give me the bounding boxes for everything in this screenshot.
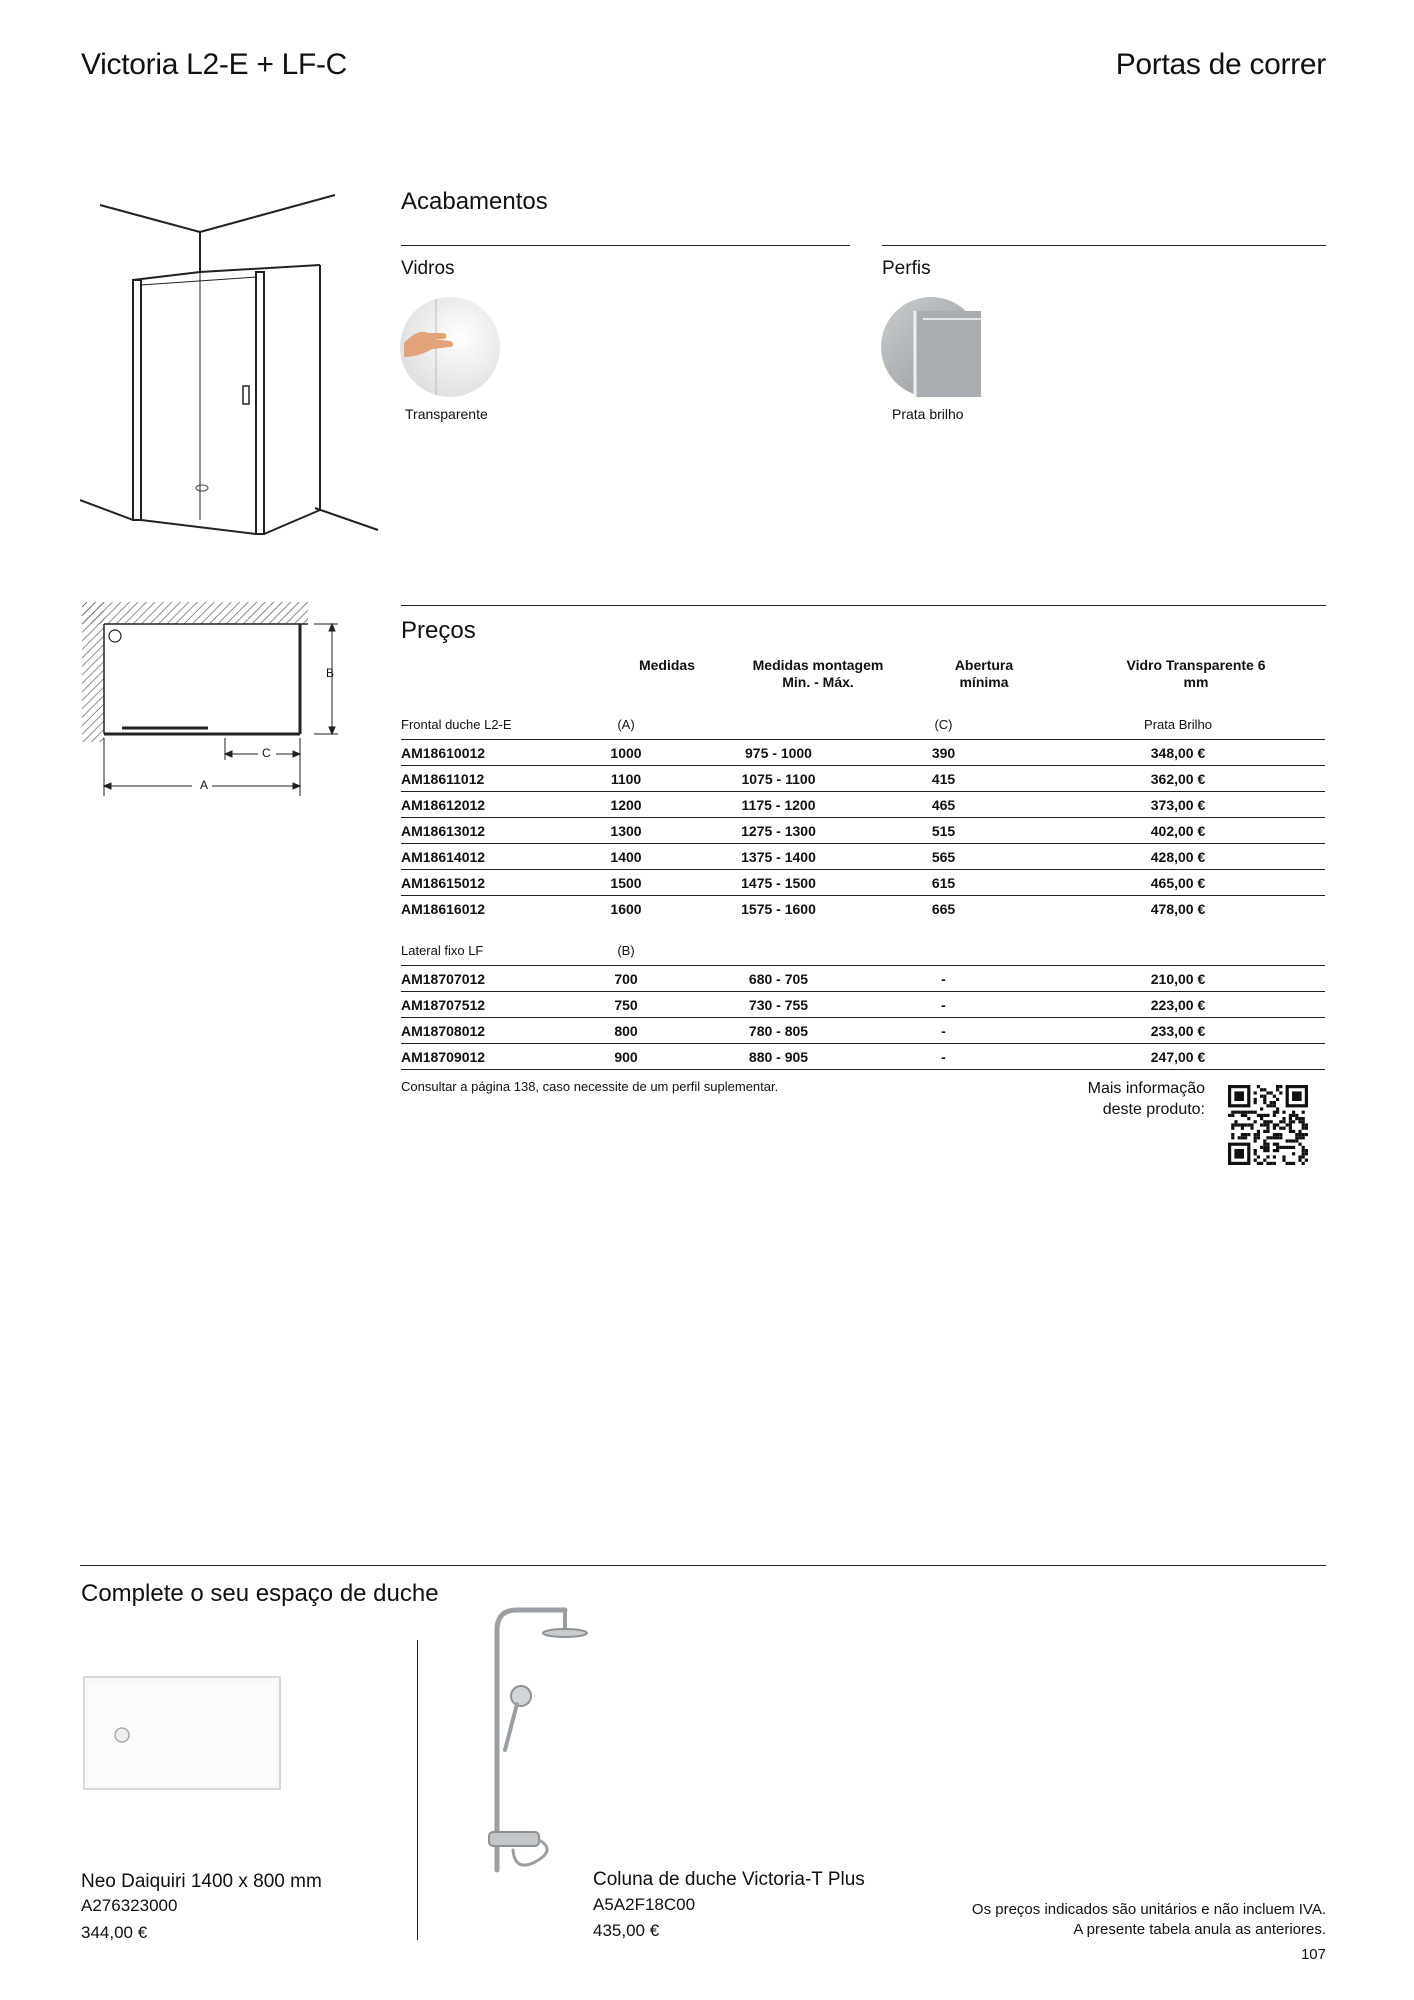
group-col-b: (B) xyxy=(617,942,635,958)
group-empty xyxy=(701,935,856,966)
more-info-line: deste produto: xyxy=(1102,1101,1205,1118)
min-opening: - xyxy=(856,1044,1031,1070)
divider xyxy=(882,245,1326,246)
table-row xyxy=(401,740,1325,766)
mount-range: 780 - 805 xyxy=(701,1018,856,1044)
shower-column-image xyxy=(465,1600,595,1890)
product-code: AM18709012 xyxy=(401,1044,551,1070)
mount-range: 1475 - 1500 xyxy=(701,870,856,896)
shower-tray-image xyxy=(82,1675,282,1793)
table-row xyxy=(401,818,1325,844)
group-empty xyxy=(856,935,1031,966)
size: 700 xyxy=(551,966,701,992)
supplementary-note: Consultar a página 138, caso necessite de um perfil suplementar. xyxy=(401,1079,779,1094)
price: 373,00 € xyxy=(1031,792,1325,818)
table-row xyxy=(401,1044,1325,1070)
group-label: Frontal duche L2-E xyxy=(401,716,512,732)
profiles-heading: Perfis xyxy=(882,258,931,279)
divider xyxy=(417,1640,418,1940)
enclosure-drawing xyxy=(80,190,390,540)
dim-label-a: A xyxy=(200,778,209,792)
price: 465,00 € xyxy=(1031,870,1325,896)
group-empty xyxy=(1031,935,1325,966)
column-price: 435,00 € xyxy=(593,1921,660,1940)
mount-range: 1275 - 1300 xyxy=(701,818,856,844)
size: 1100 xyxy=(551,766,701,792)
plan-diagram xyxy=(80,600,350,800)
product-code: AM18610012 xyxy=(401,740,551,766)
product-code: AM18611012 xyxy=(401,766,551,792)
table-row xyxy=(401,992,1325,1018)
table-row xyxy=(401,896,1325,922)
transparent-glass-swatch xyxy=(398,295,502,399)
mount-range: 1075 - 1100 xyxy=(701,766,856,792)
spacer xyxy=(856,921,1031,935)
finishes-title: Acabamentos xyxy=(401,188,548,215)
size: 750 xyxy=(551,992,701,1018)
table-row xyxy=(401,870,1325,896)
table-row xyxy=(401,792,1325,818)
table-row xyxy=(401,966,1325,992)
size: 1300 xyxy=(551,818,701,844)
mount-range: 730 - 755 xyxy=(701,992,856,1018)
min-opening: - xyxy=(856,992,1031,1018)
spacer xyxy=(1031,921,1325,935)
silver-profile-swatch xyxy=(879,295,983,399)
col-header-abertura: Abertura mínima xyxy=(954,657,1014,690)
table-group-row xyxy=(401,935,1325,966)
disclaimer-line: A presente tabela anula as anteriores. xyxy=(1073,1921,1326,1938)
page-number: 107 xyxy=(1300,1946,1326,1963)
page-category: Portas de correr xyxy=(1115,48,1326,81)
spacer xyxy=(551,921,701,935)
min-opening: 515 xyxy=(856,818,1031,844)
min-opening: 465 xyxy=(856,792,1031,818)
mount-range: 1575 - 1600 xyxy=(701,896,856,922)
product-code: AM18615012 xyxy=(401,870,551,896)
price: 348,00 € xyxy=(1031,740,1325,766)
product-code: AM18616012 xyxy=(401,896,551,922)
product-code: AM18707012 xyxy=(401,966,551,992)
tray-code: A276323000 xyxy=(81,1896,178,1915)
product-code: AM18613012 xyxy=(401,818,551,844)
size: 1600 xyxy=(551,896,701,922)
disclaimer-line: Os preços indicados são unitários e não incluem IVA. xyxy=(971,1901,1326,1918)
group-col-a: (A) xyxy=(617,716,635,732)
size: 1400 xyxy=(551,844,701,870)
product-code: AM18707512 xyxy=(401,992,551,1018)
min-opening: 565 xyxy=(856,844,1031,870)
group-col-c: (C) xyxy=(934,716,953,732)
qr-code[interactable] xyxy=(1228,1085,1308,1165)
price: 210,00 € xyxy=(1031,966,1325,992)
dim-label-c: C xyxy=(262,746,271,760)
price: 362,00 € xyxy=(1031,766,1325,792)
price: 223,00 € xyxy=(1031,992,1325,1018)
divider xyxy=(80,1565,1326,1566)
mount-range: 880 - 905 xyxy=(701,1044,856,1070)
table-row xyxy=(401,1018,1325,1044)
more-info-text xyxy=(1040,1078,1205,1120)
spacer xyxy=(701,921,856,935)
prices-title: Preços xyxy=(401,617,476,644)
price-table xyxy=(401,709,1325,1070)
product-code: AM18708012 xyxy=(401,1018,551,1044)
table-row xyxy=(401,844,1325,870)
min-opening: 415 xyxy=(856,766,1031,792)
page-title: Victoria L2-E + LF-C xyxy=(81,48,348,81)
spacer xyxy=(401,921,551,935)
price: 402,00 € xyxy=(1031,818,1325,844)
group-finish: Prata Brilho xyxy=(1144,716,1212,732)
min-opening: 665 xyxy=(856,896,1031,922)
product-code: AM18612012 xyxy=(401,792,551,818)
divider xyxy=(401,245,850,246)
dim-label-b: B xyxy=(326,666,335,680)
size: 900 xyxy=(551,1044,701,1070)
mount-range: 1375 - 1400 xyxy=(701,844,856,870)
size: 1500 xyxy=(551,870,701,896)
min-opening: 615 xyxy=(856,870,1031,896)
column-code: A5A2F18C00 xyxy=(593,1895,696,1914)
tray-name: Neo Daiquiri 1400 x 800 mm xyxy=(81,1871,322,1892)
table-row xyxy=(401,766,1325,792)
price: 233,00 € xyxy=(1031,1018,1325,1044)
price: 478,00 € xyxy=(1031,896,1325,922)
size: 1000 xyxy=(551,740,701,766)
col-header-montagem: Medidas montagem Min. - Máx. xyxy=(752,657,884,690)
min-opening: - xyxy=(856,966,1031,992)
col-header-vidro: Vidro Transparente 6 mm xyxy=(1126,657,1266,690)
price-table-body xyxy=(401,709,1325,1070)
complete-title: Complete o seu espaço de duche xyxy=(81,1580,439,1607)
size: 800 xyxy=(551,1018,701,1044)
glass-label: Transparente xyxy=(405,406,488,422)
table-group-row xyxy=(401,709,1325,740)
size: 1200 xyxy=(551,792,701,818)
table-group-row xyxy=(401,921,1325,935)
tray-price: 344,00 € xyxy=(81,1923,148,1942)
glass-heading: Vidros xyxy=(401,258,455,279)
group-label: Lateral fixo LF xyxy=(401,942,484,958)
min-opening: - xyxy=(856,1018,1031,1044)
more-info-line: Mais informação xyxy=(1087,1080,1205,1097)
divider xyxy=(401,605,1326,606)
disclaimer xyxy=(972,1900,1326,1940)
profile-label: Prata brilho xyxy=(892,406,964,422)
mount-range: 975 - 1000 xyxy=(701,740,856,766)
col-header-medidas: Medidas xyxy=(638,657,695,673)
price: 428,00 € xyxy=(1031,844,1325,870)
product-code: AM18614012 xyxy=(401,844,551,870)
mount-range: 680 - 705 xyxy=(701,966,856,992)
price: 247,00 € xyxy=(1031,1044,1325,1070)
mount-range: 1175 - 1200 xyxy=(701,792,856,818)
min-opening: 390 xyxy=(856,740,1031,766)
group-empty xyxy=(701,709,856,740)
column-name: Coluna de duche Victoria-T Plus xyxy=(593,1869,865,1890)
